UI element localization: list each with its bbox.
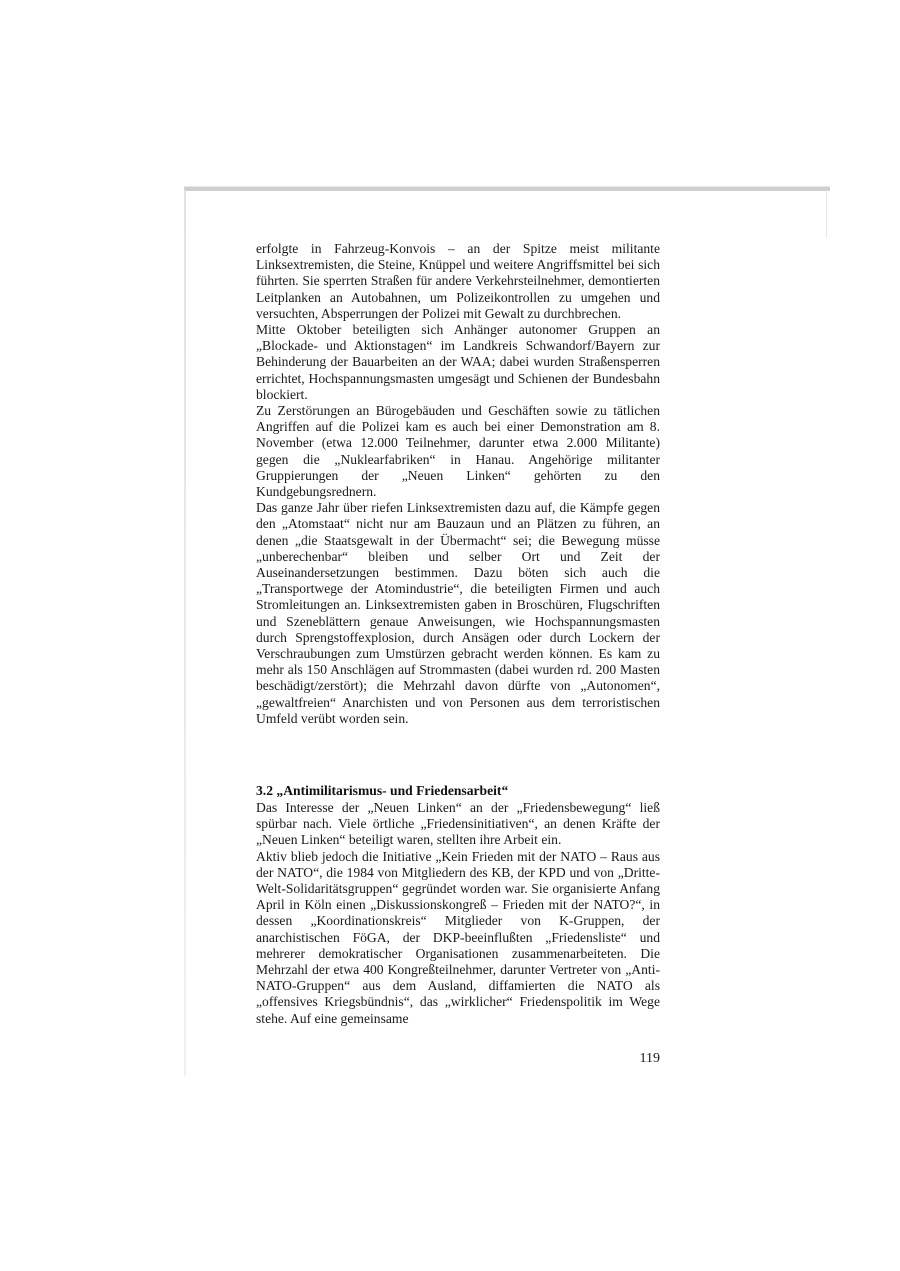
paragraph-mitte-oktober: Mitte Oktober beteiligten sich Anhänger autonomer Gruppen an „Blockade- und Aktionstagen“ im Landkreis Schwandorf/Bayern zur Behinderung der Bauarbeiten an der WAA; dabei wurden Straßensperren errichtet, Hochspannungsmasten umgesägt und Schienen der Bundesbahn blockiert. [256, 322, 660, 402]
paragraph-atomstaat: Das ganze Jahr über riefen Linksextremisten dazu auf, die Kämpfe gegen den „Atomstaat“ nicht nur am Bauzaun und an Plätzen zu führen, an denen „die Staatsgewalt in der Übermacht“ sei; die Bewegung müsse „unberechenbar“ bleiben und selber Ort und Zeit der Auseinandersetzungen bestimmen. Dazu böten sich auch die „Transportwege der Atomindustrie“, die beteiligten Firmen und auch Stromleitungen an. Linksextremisten gaben in Broschüren, Flugschriften und Szeneblättern genaue Anweisungen, wie Hochspannungsmasten durch Sprengstoffexplosion, durch Ansägen oder durch Lockern der Verschraubungen zum Umstürzen gebracht werden können. Es kam zu mehr als 150 Anschlägen auf Strommasten (dabei wurden rd. 200 Masten beschädigt/zerstört); die Mehrzahl davon dürfte von „Autonomen“, „gewaltfreien“ Anarchisten und von Personen aus dem terroristischen Umfeld verübt worden sein. [256, 500, 660, 726]
paragraph-kein-frieden: Aktiv blieb jedoch die Initiative „Kein Frieden mit der NATO – Raus aus der NATO“, die 1984 von Mitgliedern des KB, der KPD und von „Dritte-Welt-Solidaritätsgruppen“ gegründet worden war. Sie organisierte Anfang April in Köln einen „Diskussionskongreß – Frieden mit der NATO?“, in dessen „Koordinationskreis“ Mitglieder von K-Gruppen, der anarchistischen FöGA, der DKP-beeinflußten „Friedensliste“ und mehrerer demokratischer Organisationen zusammenarbeiteten. Die Mehrzahl der etwa 400 Kongreßteilnehmer, darunter Vertreter von „Anti-NATO-Gruppen“ aus dem Ausland, diffamierten die NATO als „offensives Kriegsbündnis“, das „wirklicher“ Friedenspolitik im Wege stehe. Auf eine gemeinsame [256, 848, 660, 1026]
body-text-top [256, 241, 660, 727]
paragraph-interesse: Das Interesse der „Neuen Linken“ an der „Friedensbewegung“ ließ spürbar nach. Viele örtliche „Friedensinitiativen“, an denen Kräfte der „Neuen Linken“ beteiligt waren, stellten ihre Arbeit ein. [256, 800, 660, 848]
section-heading: 3.2 „Antimilitarismus- und Friedensarbeit“ [256, 783, 509, 798]
paragraph-zerstoerungen: Zu Zerstörungen an Bürogebäuden und Geschäften sowie zu tätlichen Angriffen auf die Polizei kam es auch bei einer Demonstration am 8. November (etwa 12.000 Teilnehmer, darunter etwa 2.000 Militante) gegen die „Nuklearfabriken“ in Hanau. Angehörige militanter Gruppierungen der „Neuen Linken“ gehörten zu den Kundgebungsrednern. [256, 403, 660, 500]
body-text-bottom [256, 800, 660, 1027]
paper-left-edge [184, 190, 186, 1076]
paragraph-fahrzeug-konvois: erfolgte in Fahrzeug-Konvois – an der Spitze meist militante Linksextremisten, die Steine, Knüppel und weitere Angriffsmittel bei sich führten. Sie sperrten Straßen für andere Verkehrsteilnehmer, demontierten Leitplanken an Autobahnen, um Polizeikontrollen zu umgehen und versuchten, Absperrungen der Polizei mit Gewalt zu durchbrechen. [256, 241, 660, 321]
paper-right-edge [826, 190, 827, 238]
page-number: 119 [639, 1051, 660, 1066]
